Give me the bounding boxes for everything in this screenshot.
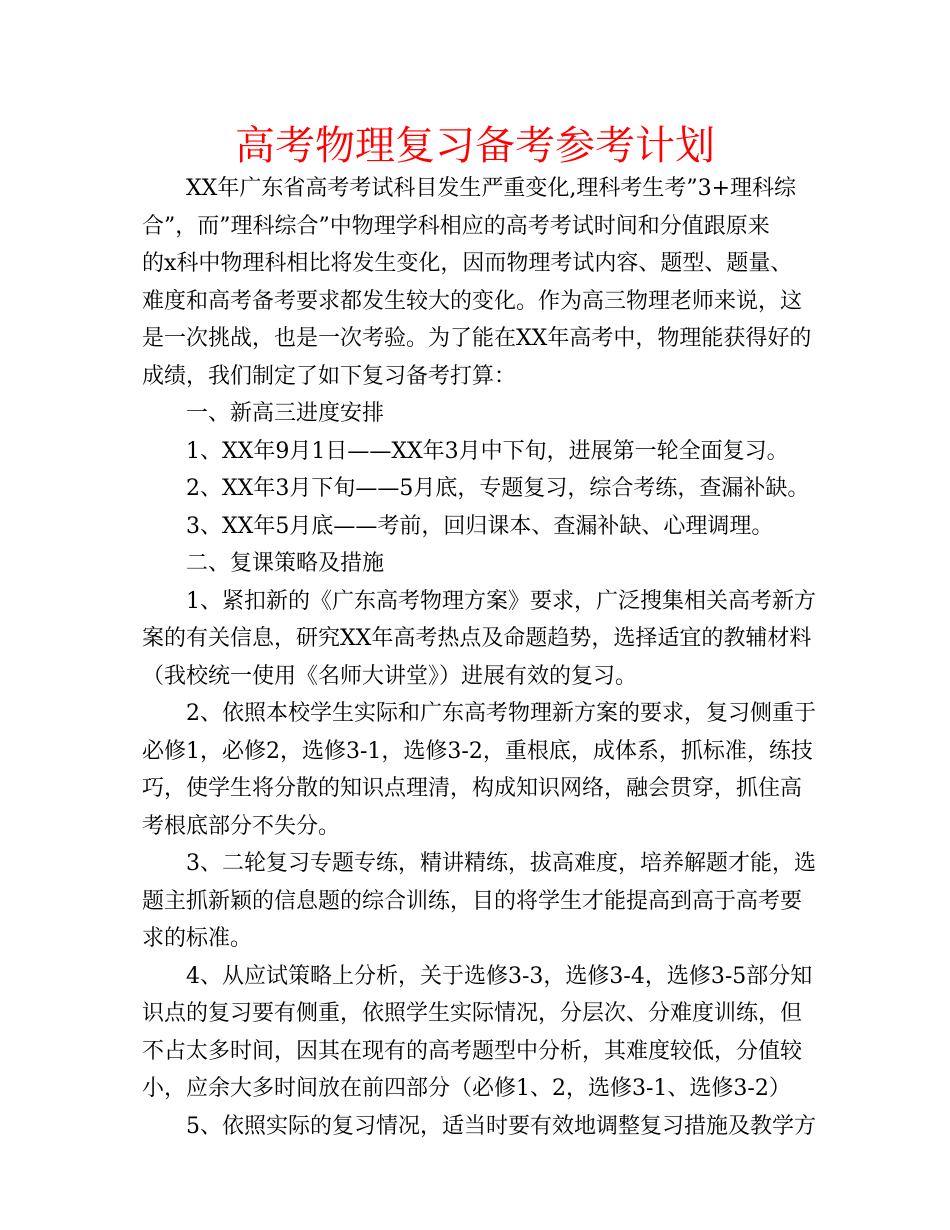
paragraph — [142, 470, 812, 508]
text-line: 二、复课策略及措施 — [186, 551, 385, 576]
document-title: 高考物理复习备考参考计划 — [235, 123, 715, 169]
text-line: 4、从应试策略上分析，关于选修3-3，选修3-4，选修3-5部分知 — [186, 963, 813, 989]
text-line: 3、二轮复习专题专练，精讲精练，拔高难度，培养解题才能，选 — [186, 851, 816, 876]
text-line: 成绩，我们制定了如下复习备考打算： — [142, 363, 517, 389]
paragraph — [142, 958, 812, 1108]
paragraph — [142, 845, 816, 958]
text-line: 3、XX年5月底——考前，回归课本、查漏补缺、心理调理。 — [186, 513, 774, 539]
text-line: 案的有关信息，研究XX年高考热点及命题趋势，选择适宜的教辅材料 — [142, 626, 812, 651]
paragraph — [142, 583, 816, 696]
paragraph — [142, 695, 816, 845]
text-line: 难度和高考备考要求都发生较大的变化。作为高三物理老师来说，这 — [142, 288, 803, 314]
paragraph — [142, 508, 812, 546]
text-line: 2、XX年3月下旬——5月底，专题复习，综合考练，查漏补缺。 — [186, 476, 810, 501]
paragraph — [142, 1108, 816, 1146]
text-line: 1、XX年9月1日——XX年3月中下旬，进展第一轮全面复习。 — [186, 438, 789, 464]
paragraph — [142, 170, 812, 395]
text-line: 小，应余大多时间放在前四部分（必修1、2，选修3-1、选修3-2） — [142, 1076, 791, 1101]
text-line: 5、依照实际的复习情况，适当时要有效地调整复习措施及教学方 — [186, 1113, 816, 1139]
text-line: 一、新高三进度安排 — [186, 401, 385, 426]
paragraph — [142, 395, 812, 433]
text-line: 2、依照本校学生实际和广东高考物理新方案的要求，复习侧重于 — [186, 701, 816, 726]
document-body — [142, 170, 816, 1145]
text-line: 巧，使学生将分散的知识点理清，构成知识网络，融会贯穿，抓住高 — [142, 776, 803, 801]
paragraph — [142, 433, 812, 471]
text-line: 是一次挑战，也是一次考验。为了能在XX年高考中，物理能获得好的 — [142, 326, 812, 351]
text-line: XX年广东省高考考试科目发生严重变化,理科考生考”3+理科综 — [186, 176, 796, 201]
text-line: 考根底部分不失分。 — [142, 813, 341, 839]
text-line: 求的标准。 — [142, 926, 253, 951]
text-line: 不占太多时间，因其在现有的高考题型中分析，其难度较低，分值较 — [142, 1038, 803, 1064]
text-line: 题主抓新颖的信息题的综合训练，目的将学生才能提高到高于高考要 — [142, 888, 803, 914]
text-line: （我校统一使用《名师大讲堂》）进展有效的复习。 — [142, 663, 638, 689]
text-line: 识点的复习要有侧重，依照学生实际情况，分层次、分难度训练，但 — [142, 1001, 803, 1026]
paragraph — [142, 545, 812, 583]
text-line: 合”，而”理科综合”中物理学科相应的高考考试时间和分值跟原来 — [142, 213, 770, 239]
text-line: 必修1，必修2，选修3-1，选修3-2，重根底，成体系，抓标准，练技 — [142, 738, 813, 764]
text-line: 1、紧扣新的《广东高考物理方案》要求，广泛搜集相关高考新方 — [186, 588, 816, 614]
text-line: 的x科中物理科相比将发生变化，因而物理考试内容、题型、题量、 — [142, 251, 793, 276]
